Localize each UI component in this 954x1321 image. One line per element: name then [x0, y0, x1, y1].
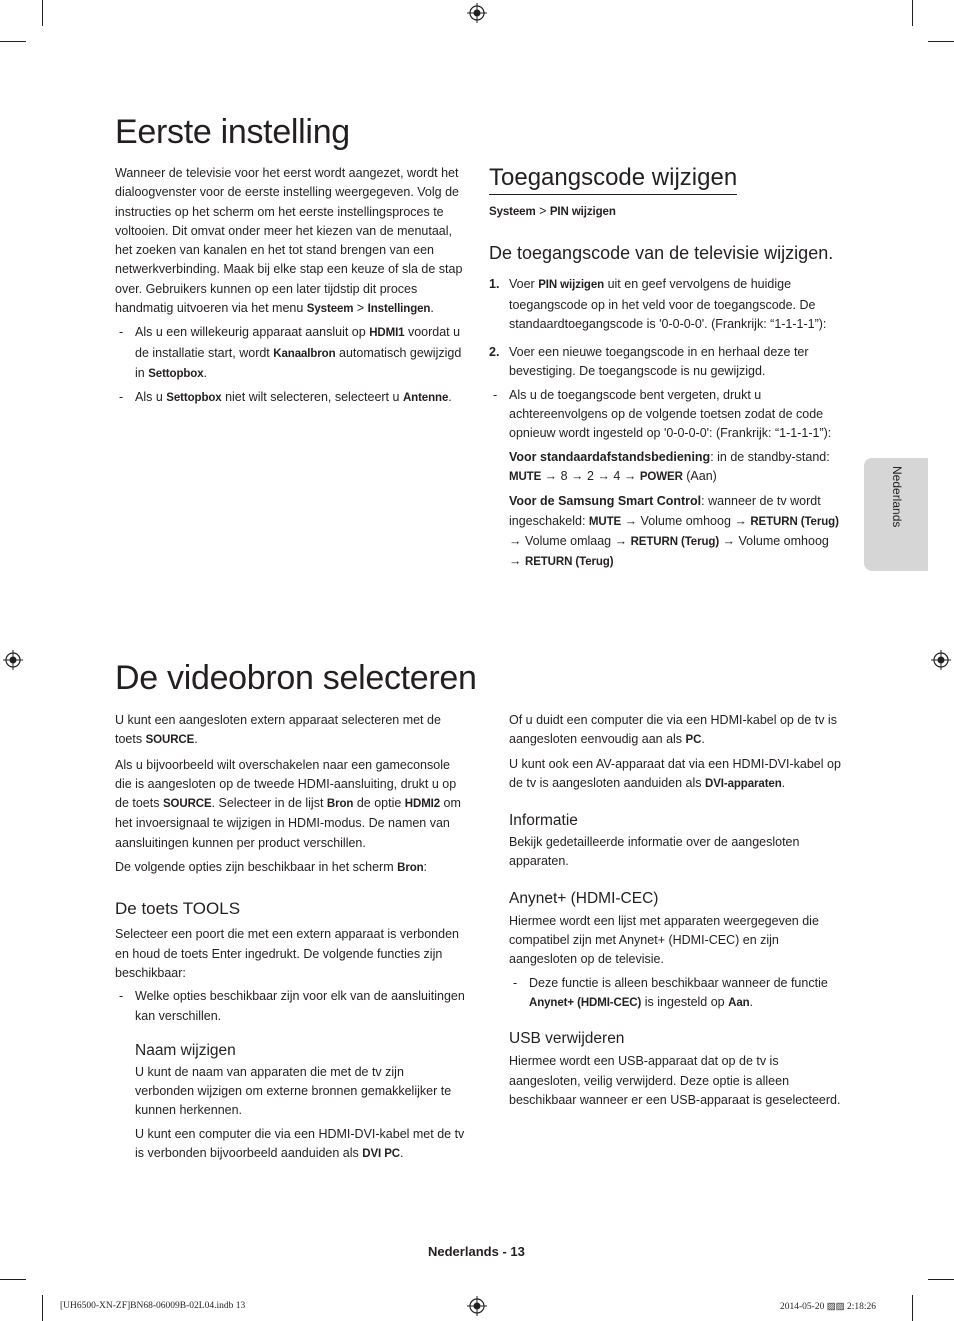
subsection-title-toegangscode-tv: De toegangscode van de televisie wijzigen.: [489, 243, 834, 264]
crop-mark: [42, 1295, 43, 1321]
registration-mark-icon: [467, 1296, 487, 1316]
anynet-note: - Deze functie is alleen beschikbaar wanneer de functie Anynet+ (HDMI-CEC) is ingesteld op Aan.: [509, 974, 844, 1014]
subsection-title-anynet: Anynet+ (HDMI-CEC): [509, 889, 659, 907]
crop-mark: [912, 1295, 913, 1321]
subsection-title-tools: De toets TOOLS: [115, 899, 241, 919]
note-settopbox: - Als u Settopbox niet wilt selecteren, selecteert u Antenne.: [115, 388, 465, 408]
step-1: 1. Voer PIN wijzigen uit en geef vervolgens de huidige toegangscode op in het veld voor de toegangscode. De standaardtoegangscode is '0-0-0-0'. (Frankrijk: “1-1-1-1”):: [489, 277, 827, 331]
step-2: 2. Voer een nieuwe toegangscode in en herhaal deze ter bevestiging. De toegangscode is nu gewijzigd.: [489, 345, 809, 379]
left-column-bottom: [115, 711, 465, 1164]
crop-mark: [912, 0, 913, 26]
registration-mark-icon: [3, 650, 23, 670]
crop-mark: [42, 0, 43, 26]
smart-control-sequence: Voor de Samsung Smart Control: wanneer de tv wordt ingeschakeld: MUTE → Volume omhoog → RETURN (Terug) → Volume omlaag → RETURN (Terug) → Volume omhoog → RETURN (Terug): [509, 494, 839, 569]
language-side-tab: [864, 458, 928, 571]
registration-mark-icon: [931, 650, 951, 670]
menu-path: Systeem > PIN wijzigen: [489, 204, 616, 218]
section-title-toegangscode: Toegangscode wijzigen: [489, 164, 737, 195]
crop-mark: [0, 41, 26, 42]
subsection-title-usb: USB verwijderen: [509, 1030, 625, 1048]
gameconsole-paragraph: Als u bijvoorbeeld wilt overschakelen naar een gameconsole die is aangesloten op de tweede HDMI-aansluiting, drukt u op de toets SOURCE. Selecteer in de lijst Bron de optie HDMI2 om het invoersignaal te wijzigen in HDMI-modus. De namen van aansluitingen kunnen per product verschillen.: [115, 757, 461, 850]
standard-remote-sequence: Voor standaardafstandsbediening: in de standby-stand: MUTE → 8 → 2 → 4 → POWER (Aan): [509, 449, 830, 483]
tools-paragraph: Selecteer een poort die met een extern apparaat is verbonden en houd de toets Enter ingedrukt. De volgende functies zijn beschikbaar:: [115, 927, 459, 980]
crop-mark: [0, 1279, 26, 1280]
section-title-eerste-instelling: Eerste instelling: [115, 113, 350, 151]
note-forgot-code: - Als u de toegangscode bent vergeten, drukt u achtereenvolgens op de volgende toetsen zodat de code opnieuw wordt ingesteld op '0-0-0-0': (Frankrijk: “1-1-1-1”):: [489, 386, 839, 444]
page-number: Nederlands - 13: [428, 1244, 525, 1259]
tools-note: - Welke opties beschikbaar zijn voor elk van de aansluitingen kan verschillen.: [115, 987, 465, 1026]
pc-paragraph: Of u duidt een computer die via een HDMI-kabel op de tv is aangesloten eenvoudig aan als PC.: [509, 713, 837, 747]
note-hdmi1: - Als u een willekeurig apparaat aansluit op HDMI1 voordat u de installatie start, wordt Kanaalbron automatisch gewijzigd in Settopbox.: [115, 323, 465, 384]
intro-paragraph: Wanneer de televisie voor het eerst wordt aangezet, wordt het dialoogvenster voor de eerste instelling weergegeven. Volg de instructies op het scherm om het eerste instellingsproces te voltooien. Dit omvat onder meer het kiezen van de menutaal, het zoeken van kanalen en het tot stand brengen van een netwerkverbinding. Maak bij elke stap een keuze of sla de stap over. Gebruikers kunnen op een later tijdstip dit proces handmatig uitvoeren via het menu Systeem > Instellingen.: [115, 166, 463, 316]
print-slug-file: [UH6500-XN-ZF]BN68-06009B-02L04.indb 13: [60, 1301, 246, 1311]
subsection-title-informatie: Informatie: [509, 812, 578, 830]
section-title-videobron: De videobron selecteren: [115, 659, 477, 697]
subsection-title-naam-wijzigen: Naam wijzigen: [135, 1041, 236, 1059]
right-column-bottom: [509, 711, 844, 1110]
crop-mark: [928, 1279, 954, 1280]
av-paragraph: U kunt ook een AV-apparaat dat via een HDMI-DVI-kabel op de tv is aangesloten aanduiden als DVI-apparaten.: [509, 756, 841, 790]
right-column-top: [489, 164, 839, 572]
informatie-paragraph: Bekijk gedetailleerde informatie over de aangesloten apparaten.: [509, 835, 800, 869]
naam-wijzigen-block: [115, 1042, 465, 1164]
anynet-paragraph: Hiermee wordt een lijst met apparaten weergegeven die compatibel zijn met Anynet+ (HDMI-CEC) en zijn aangesloten op de televisie.: [509, 913, 819, 967]
crop-mark: [928, 41, 954, 42]
side-tab-label: Nederlands: [890, 466, 904, 528]
print-slug-date: 2014-05-20 ▨▨ 2:18:26: [780, 1302, 877, 1312]
left-column-top: [115, 164, 465, 409]
source-paragraph: U kunt een aangesloten extern apparaat selecteren met de toets SOURCE.: [115, 713, 441, 747]
registration-mark-icon: [467, 3, 487, 23]
naam-paragraph: U kunt de naam van apparaten die met de tv zijn verbonden wijzigen om externe bronnen gemakkelijker te kunnen herkennen.: [135, 1064, 452, 1118]
options-paragraph: De volgende opties zijn beschikbaar in het scherm Bron:: [115, 860, 428, 875]
naam-dvi-paragraph: U kunt een computer die via een HDMI-DVI-kabel met de tv is verbonden bijvoorbeeld aanduiden als DVI PC.: [135, 1126, 465, 1161]
usb-paragraph: Hiermee wordt een USB-apparaat dat op de tv is aangesloten, veilig verwijderd. Deze optie is alleen beschikbaar wanneer er een USB-apparaat is geselecteerd.: [509, 1054, 841, 1107]
